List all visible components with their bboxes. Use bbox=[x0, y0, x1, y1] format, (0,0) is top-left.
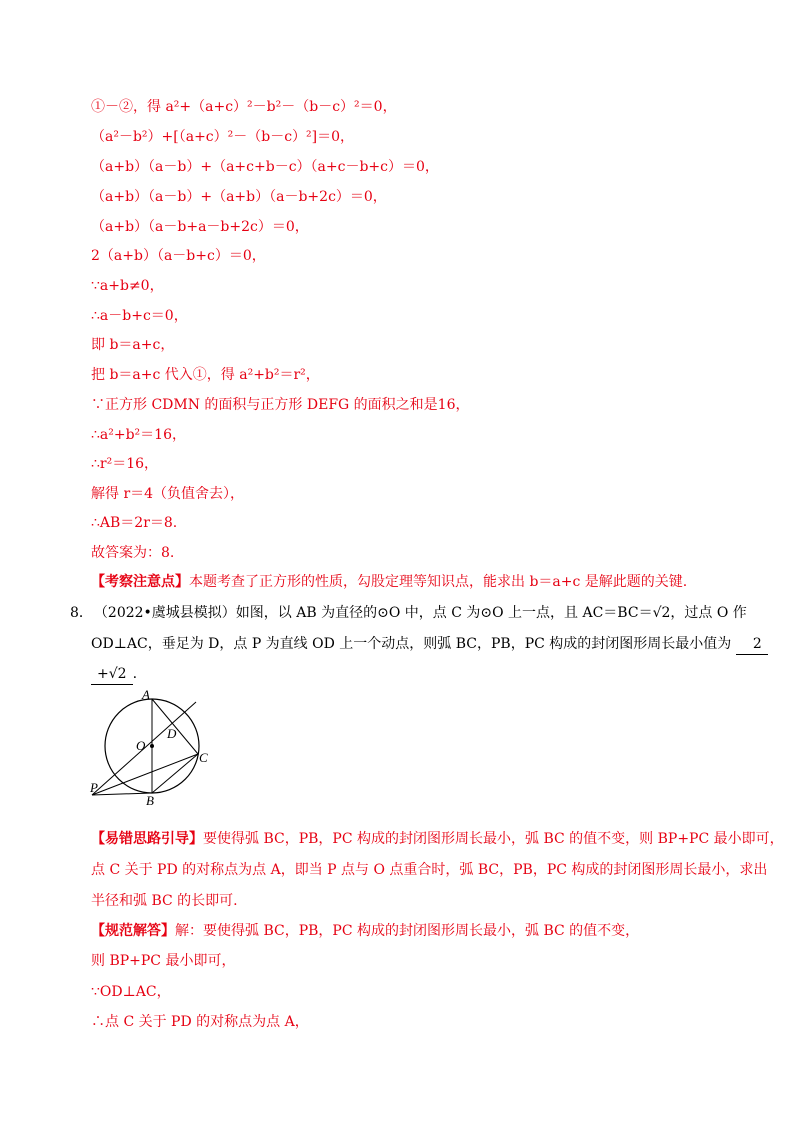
solution-line: （a+b）（a－b）+（a+c+b－c）（a+c－b+c）＝0， bbox=[91, 159, 439, 175]
segment-pb bbox=[92, 793, 152, 795]
problem-text: （2022•虞城县模拟）如图，以 AB 为直径的⊙O 中，点 C 为⊙O 上一点，且 AC＝BC＝√2，过点 O 作 bbox=[100, 605, 747, 621]
answer-blank: +√2 bbox=[91, 664, 133, 685]
problem-number: 8． bbox=[70, 605, 93, 621]
problem-text: OD⊥AC，垂足为 D，点 P 为直线 OD 上一个动点，则弧 BC，PB，PC 构成的封闭图形周长最小值为 bbox=[91, 636, 732, 652]
problem-line bbox=[70, 603, 747, 623]
answer-line: ∵OD⊥AC， bbox=[91, 984, 171, 1000]
solution-line: （a²－b²）+[（a+c）²－（b－c）²]＝0， bbox=[91, 129, 355, 145]
answer-text: 解：要使得弧 BC，PB，PC 构成的封闭图形周长最小，弧 BC 的值不变， bbox=[175, 923, 640, 939]
solution-line: 解得 r＝4（负值舍去）， bbox=[91, 486, 245, 502]
label-c: C bbox=[199, 750, 208, 765]
answer-tag: 【规范解答】 bbox=[91, 923, 175, 939]
note-tag: 【考察注意点】 bbox=[91, 574, 189, 590]
answer-line: 则 BP+PC 最小即可， bbox=[91, 953, 236, 969]
note-text: 本题考查了正方形的性质，勾股定理等知识点，能求出 b＝a+c 是解此题的关键. bbox=[189, 574, 688, 590]
geometry-figure bbox=[88, 688, 218, 808]
solution-line: 即 b＝a+c， bbox=[91, 337, 175, 353]
hint-line bbox=[91, 829, 784, 849]
answer-line: ∴点 C 关于 PD 的对称点为点 A， bbox=[91, 1014, 309, 1030]
solution-line: ∴a－b+c＝0， bbox=[91, 308, 188, 324]
solution-line: ∵a+b≠0， bbox=[91, 278, 164, 294]
answer-line bbox=[91, 921, 639, 941]
center-point bbox=[150, 744, 154, 748]
solution-line: （a+b）（a－b+a－b+2c）＝0， bbox=[91, 219, 309, 235]
problem-line bbox=[91, 634, 768, 655]
hint-text: 要使得弧 BC，PB，PC 构成的封闭图形周长最小，弧 BC 的值不变，则 BP+PC 最小即可， bbox=[203, 831, 784, 847]
solution-line: ∵正方形 CDMN 的面积与正方形 DEFG 的面积之和是16， bbox=[91, 397, 470, 413]
segment-pc bbox=[92, 754, 198, 795]
solution-line: ∴r²＝16， bbox=[91, 456, 159, 472]
solution-line: （a+b）（a－b）+（a+b）（a－b+2c）＝0， bbox=[91, 189, 387, 205]
answer-blank: 2 bbox=[736, 634, 768, 655]
note-line bbox=[91, 572, 687, 592]
solution-line: 把 b＝a+c 代入①，得 a²+b²＝r²， bbox=[91, 367, 320, 383]
hint-tag: 【易错思路引导】 bbox=[91, 831, 203, 847]
solution-line: ∴a²+b²＝16， bbox=[91, 427, 186, 443]
solution-line: 2（a+b）（a－b+c）＝0， bbox=[91, 248, 266, 264]
label-p: P bbox=[90, 780, 98, 795]
label-b: B bbox=[146, 793, 154, 808]
problem-end: . bbox=[132, 666, 138, 682]
solution-line: ①－②，得 a²+（a+c）²－b²－（b－c）²＝0， bbox=[91, 99, 397, 115]
label-o: O bbox=[136, 738, 146, 753]
solution-line: 故答案为：8. bbox=[91, 545, 175, 561]
problem-line bbox=[91, 664, 137, 685]
label-a: A bbox=[142, 688, 150, 702]
hint-line: 点 C 关于 PD 的对称点为点 A，即当 P 点与 O 点重合时，弧 BC，PB，PC 构成的封闭图形周长最小，求出 bbox=[91, 862, 768, 878]
solution-line: ∴AB＝2r＝8. bbox=[91, 515, 178, 531]
hint-line: 半径和弧 BC 的长即可. bbox=[91, 893, 238, 909]
label-d: D bbox=[167, 726, 177, 741]
